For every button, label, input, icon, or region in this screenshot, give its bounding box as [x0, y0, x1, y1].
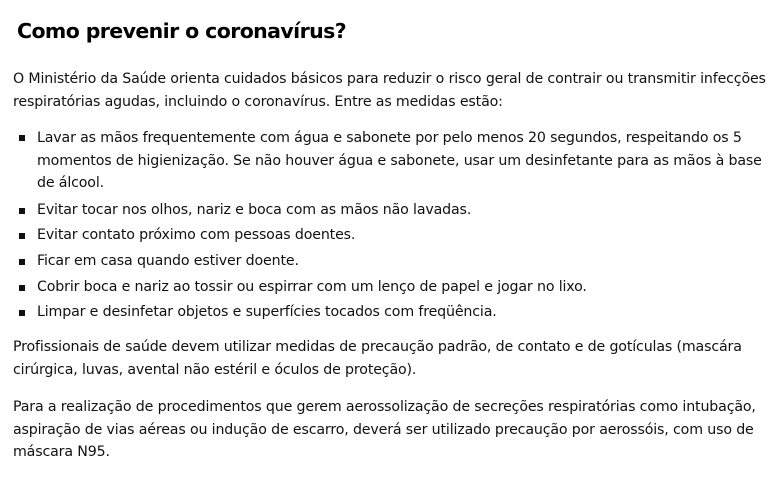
list-item: [13, 300, 773, 326]
prevention-list: [13, 127, 773, 326]
health-professionals-paragraph: Profissionais de saúde devem utilizar medidas de precaução padrão, de contato e de gotículas (mascára cirúrgica, luvas, avental não estéril e óculos de proteção).: [13, 339, 742, 378]
list-item-text: Evitar tocar nos olhos, nariz e boca com as mãos não lavadas.: [37, 201, 472, 218]
page-title: Como prevenir o coronavírus?: [17, 19, 346, 43]
list-item-text: Lavar as mãos frequentemente com água e sabonete por pelo menos 20 segundos, respeitando os 5 momentos de higienização. Se não houver água e sabonete, usar um desinfetante para as mãos à base de álcool.: [37, 130, 762, 191]
list-item-text: Cobrir boca e nariz ao tossir ou espirrar com um lenço de papel e jogar no lixo.: [37, 278, 587, 295]
bullet-icon: [19, 285, 25, 291]
list-item-text: Ficar em casa quando estiver doente.: [37, 252, 299, 269]
list-item: [13, 275, 773, 301]
list-item: [13, 198, 773, 224]
aerosol-procedures-paragraph: Para a realização de procedimentos que gerem aerossolização de secreções respiratórias como intubação, aspiração de vias aéreas ou indução de escarro, deverá ser utilizado precaução por aerossóis, com uso de máscara N95.: [13, 399, 756, 460]
list-item-text: Limpar e desinfetar objetos e superfícies tocados com freqüência.: [37, 304, 497, 321]
list-item: [13, 249, 773, 275]
list-item-text: Evitar contato próximo com pessoas doentes.: [37, 227, 356, 244]
bullet-icon: [19, 233, 25, 239]
bullet-icon: [19, 208, 25, 214]
list-item: [13, 127, 773, 195]
bullet-icon: [19, 310, 25, 316]
intro-paragraph: O Ministério da Saúde orienta cuidados básicos para reduzir o risco geral de contrair ou transmitir infecções respiratórias agudas, incluindo o coronavírus. Entre as medidas estão:: [13, 71, 766, 110]
bullet-icon: [19, 259, 25, 265]
bullet-icon: [19, 135, 25, 141]
list-item: [13, 223, 773, 249]
